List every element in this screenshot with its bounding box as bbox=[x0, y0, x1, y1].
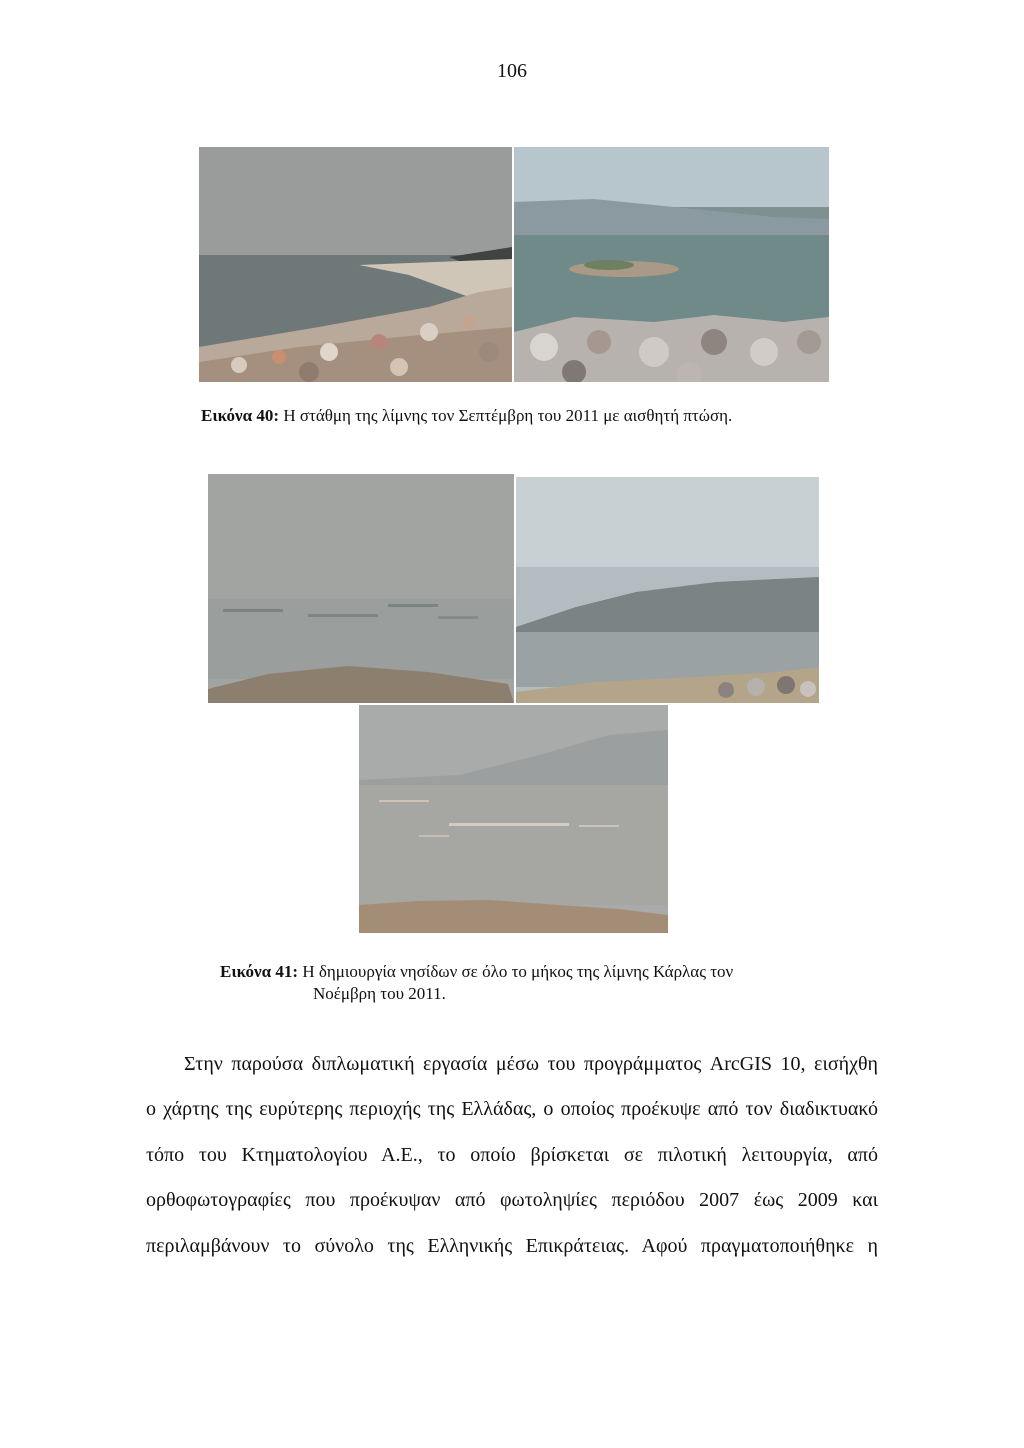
figure-41-caption-line2: Νοέμβρη του 2011. bbox=[313, 984, 446, 1003]
figure-41-caption bbox=[220, 961, 840, 1005]
body-line: Στην παρούσα διπλωματική εργασία μέσω του προγράμματος ArcGIS 10, εισήχθη bbox=[184, 1053, 878, 1075]
body-line: τόπο του Κτηματολογίου Α.Ε., το οποίο βρίσκεται σε πιλοτική λειτουργία, από bbox=[146, 1143, 878, 1166]
body-line: ο χάρτης της ευρύτερης περιοχής της Ελλάδας, ο οποίος προέκυψε από τον διαδικτυακό bbox=[146, 1098, 878, 1121]
figure-40-label: Εικόνα 40: bbox=[201, 406, 280, 425]
figure-41-caption-line1: Η δημιουργία νησίδων σε όλο το μήκος της λίμνης Κάρλας τον bbox=[302, 962, 734, 981]
lake-islet-rocks-photo bbox=[514, 147, 829, 382]
figure-40-caption bbox=[201, 405, 841, 427]
body-line: ορθοφωτογραφίες που προέκυψαν από φωτοληψίες περιόδου 2007 έως 2009 και bbox=[146, 1189, 878, 1212]
hazy-lake-islets-photo bbox=[208, 474, 514, 703]
body-line: περιλαμβάνουν το σύνολο της Ελληνικής Επικράτειας. Αφού πραγματοποιήθηκε η bbox=[146, 1234, 878, 1257]
rocky-causeway-photo bbox=[199, 147, 512, 382]
lake-mountain-photo bbox=[516, 477, 819, 703]
figure-40-caption-text: Η στάθμη της λίμνης τον Σεπτέμβρη του 2011 με αισθητή πτώση. bbox=[283, 406, 733, 425]
lake-islets-mountain-photo bbox=[359, 705, 668, 933]
page-number: 106 bbox=[497, 60, 527, 82]
body-paragraph bbox=[146, 1042, 878, 1269]
figure-41-label: Εικόνα 41: bbox=[220, 962, 299, 981]
